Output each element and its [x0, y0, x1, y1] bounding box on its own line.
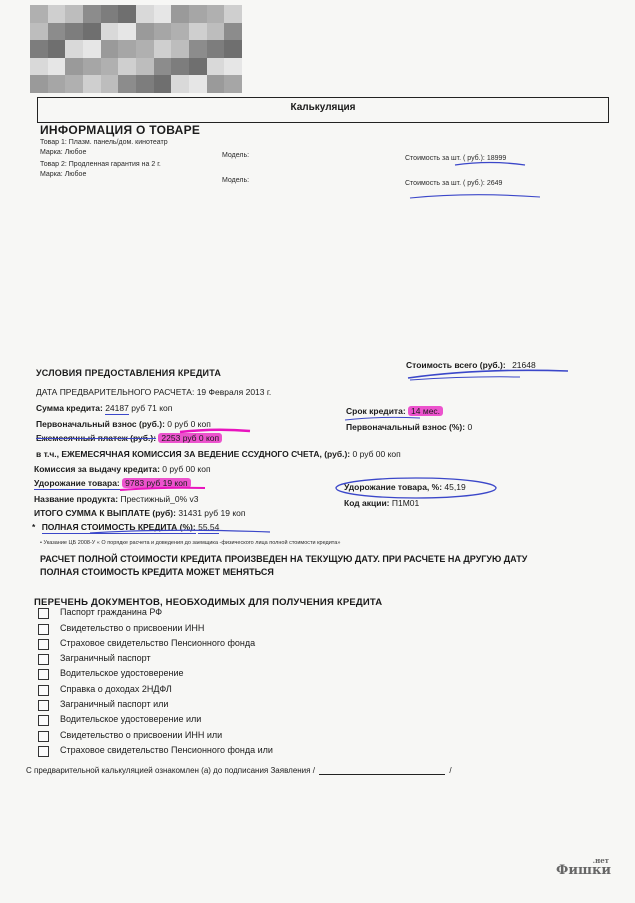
censor-block	[30, 40, 48, 58]
notice-line-1: РАСЧЕТ ПОЛНОЙ СТОИМОСТИ КРЕДИТА ПРОИЗВЕДЕН НА ТЕКУЩУЮ ДАТУ. ПРИ РАСЧЕТЕ НА ДРУГУЮ ДАТУ	[40, 554, 528, 564]
overpayment-pct-value: 45,19	[444, 482, 466, 492]
censor-block	[154, 40, 172, 58]
censor-block	[101, 40, 119, 58]
censor-block	[207, 40, 225, 58]
total-payable-row	[34, 508, 245, 518]
credit-term-value: 14 мес.	[408, 406, 443, 416]
model1-label: Модель:	[222, 152, 250, 159]
censor-block	[189, 5, 207, 23]
censor-block	[171, 75, 189, 93]
monthly-commission-row	[36, 449, 401, 459]
down-payment-pct-label: Первоначальный взнос (%):	[346, 422, 466, 432]
censor-block	[30, 75, 48, 93]
censor-block	[171, 40, 189, 58]
full-cost-label: ПОЛНАЯ СТОИМОСТЬ КРЕДИТА (%):	[41, 522, 196, 532]
overpayment-pct-row	[344, 482, 466, 492]
pen-mark-overpay	[120, 488, 205, 490]
censor-block	[83, 58, 101, 76]
document-label: Паспорт гражданина РФ	[60, 607, 163, 617]
censor-block	[48, 58, 66, 76]
credit-amount-rest: руб 71 коп	[131, 403, 173, 413]
down-payment-label: Первоначальный взнос (руб.):	[36, 419, 165, 429]
product1-text: Товар 1: Плазм. панель/дом. кинотеатр	[40, 139, 168, 146]
document-label: Заграничный паспорт или	[60, 699, 169, 709]
document-checkbox[interactable]	[38, 715, 49, 726]
brand1-text: Марка: Любое	[40, 149, 87, 156]
pen-underline-price1	[455, 163, 525, 166]
pen-mark-term	[345, 417, 420, 420]
document-checkbox[interactable]	[38, 700, 49, 711]
document-label: Заграничный паспорт	[60, 653, 151, 663]
acknowledge-row	[26, 766, 452, 775]
document-checkbox[interactable]	[38, 685, 49, 696]
censor-block	[207, 75, 225, 93]
censor-block	[118, 40, 136, 58]
document-checkbox[interactable]	[38, 746, 49, 757]
censor-block	[136, 5, 154, 23]
censor-block	[224, 58, 242, 76]
document-checkbox[interactable]	[38, 654, 49, 665]
censor-block	[154, 23, 172, 41]
censor-block	[171, 5, 189, 23]
regulation-footnote: • Указание ЦБ 2008-У « О порядке расчета и доведения до заемщика -физического лица полной стоимости кредита»	[40, 540, 341, 546]
censor-block	[101, 75, 119, 93]
censor-block	[48, 23, 66, 41]
down-payment-row	[36, 419, 211, 429]
issue-fee-value: 0 руб 00 коп	[162, 464, 211, 474]
censor-block	[154, 58, 172, 76]
monthly-commission-value: 0 руб 00 коп	[352, 449, 401, 459]
censor-block	[118, 5, 136, 23]
censor-block	[48, 40, 66, 58]
document-checkbox[interactable]	[38, 624, 49, 635]
censor-block	[83, 75, 101, 93]
document-label: Свидетельство о присвоении ИНН или	[60, 730, 223, 740]
calc-date-label: ДАТА ПРЕДВАРИТЕЛЬНОГО РАСЧЕТА:	[36, 387, 195, 397]
censor-block	[207, 5, 225, 23]
product-name-value: Престижный_0% v3	[120, 494, 199, 504]
acknowledge-end: /	[449, 766, 452, 775]
credit-conditions-heading: УСЛОВИЯ ПРЕДОСТАВЛЕНИЯ КРЕДИТА	[36, 368, 222, 378]
censor-block	[207, 23, 225, 41]
censor-block	[189, 40, 207, 58]
censor-block	[118, 23, 136, 41]
issue-fee-label: Комиссия за выдачу кредита:	[34, 464, 160, 474]
overpayment-pct-label: Удорожание товара, %:	[344, 482, 443, 492]
credit-amount-row	[36, 403, 172, 413]
document-checkbox[interactable]	[38, 639, 49, 650]
promo-code-label: Код акции:	[344, 498, 390, 508]
document-label: Страховое свидетельство Пенсионного фонда	[60, 638, 256, 648]
censor-block	[118, 58, 136, 76]
credit-amount-label: Сумма кредита:	[36, 403, 103, 413]
censor-block	[189, 75, 207, 93]
down-payment-pct-row	[346, 422, 472, 432]
model2-label: Модель:	[222, 177, 250, 184]
credit-term-label: Срок кредита:	[346, 406, 406, 416]
total-cost-label: Стоимость всего (руб.):	[406, 360, 506, 370]
censor-block	[83, 5, 101, 23]
document-label: Справка о доходах 2НДФЛ	[60, 684, 172, 694]
document-label: Страховое свидетельство Пенсионного фонда или	[60, 745, 273, 755]
censor-block	[136, 75, 154, 93]
calculation-title: Калькуляция	[290, 102, 356, 113]
censor-block	[224, 75, 242, 93]
calculation-title-box	[37, 97, 609, 123]
logo-main: Фишки	[556, 863, 611, 878]
price1-text: Стоимость за шт. ( руб.): 18999	[405, 155, 507, 162]
censor-block	[207, 58, 225, 76]
product-name-row	[34, 494, 199, 504]
censor-block	[224, 40, 242, 58]
censor-block	[154, 75, 172, 93]
censor-block	[65, 58, 83, 76]
censor-block	[154, 5, 172, 23]
censor-block	[65, 40, 83, 58]
pen-underline-price2	[410, 195, 540, 198]
credit-amount-value: 24187	[105, 403, 129, 413]
document-checkbox[interactable]	[38, 731, 49, 742]
censor-block	[136, 23, 154, 41]
credit-term-row	[346, 406, 443, 416]
censor-block	[65, 23, 83, 41]
censor-block	[171, 23, 189, 41]
asterisk-mark: *	[32, 522, 36, 532]
documents-heading: ПЕРЕЧЕНЬ ДОКУМЕНТОВ, НЕОБХОДИМЫХ ДЛЯ ПОЛУЧЕНИЯ КРЕДИТА	[34, 597, 383, 608]
censor-block	[189, 23, 207, 41]
acknowledge-text: С предварительной калькуляцией ознакомлен (а) до подписания Заявления /	[26, 766, 315, 775]
censor-block	[101, 23, 119, 41]
product-info-heading: ИНФОРМАЦИЯ О ТОВАРЕ	[40, 123, 201, 137]
overpayment-label: Удорожание товара:	[34, 478, 120, 488]
pen-mark-monthly	[180, 430, 250, 432]
down-payment-value: 0 руб 0 коп	[167, 419, 211, 429]
monthly-payment-row	[36, 433, 222, 443]
censor-block	[30, 5, 48, 23]
calc-date-value: 19 Февраля 2013 г.	[196, 387, 272, 397]
document-label: Свидетельство о присвоении ИНН	[60, 623, 205, 633]
promo-code-value: П1М01	[391, 498, 420, 508]
monthly-payment-value: 2253 руб 0 коп	[158, 433, 222, 443]
censor-block	[136, 40, 154, 58]
censored-header-image	[30, 5, 242, 93]
censor-block	[65, 75, 83, 93]
price2-text: Стоимость за шт. ( руб.): 2649	[405, 180, 503, 187]
censor-block	[118, 75, 136, 93]
document-checkbox[interactable]	[38, 608, 49, 619]
document-checkbox[interactable]	[38, 669, 49, 680]
censor-block	[189, 58, 207, 76]
censor-block	[30, 23, 48, 41]
censor-block	[136, 58, 154, 76]
monthly-payment-label: Ежемесячный платеж (руб.):	[36, 433, 157, 443]
monthly-commission-label: в т.ч., ЕЖЕМЕСЯЧНАЯ КОМИССИЯ ЗА ВЕДЕНИЕ ССУДНОГО СЧЕТА, (руб.):	[36, 449, 351, 459]
signature-line	[319, 774, 445, 775]
censor-block	[224, 5, 242, 23]
full-cost-row	[32, 522, 219, 532]
total-payable-value: 31431 руб 19 коп	[178, 508, 246, 518]
censor-block	[101, 58, 119, 76]
document-label: Водительское удостоверение	[60, 668, 184, 678]
total-payable-label: ИТОГО СУММА К ВЫПЛАТЕ (руб):	[34, 508, 176, 518]
issue-fee-row	[34, 464, 211, 474]
total-cost-row	[406, 360, 536, 370]
full-cost-value: 55,54	[198, 522, 220, 532]
censor-block	[83, 23, 101, 41]
watermark-logo	[556, 857, 611, 877]
pen-underline-total2	[410, 377, 520, 380]
censor-block	[30, 58, 48, 76]
overpayment-value: 9783 руб 19 коп	[122, 478, 190, 488]
down-payment-pct-value: 0	[467, 422, 473, 432]
censor-block	[171, 58, 189, 76]
promo-code-row	[344, 498, 419, 508]
censor-block	[48, 75, 66, 93]
notice-line-2: ПОЛНАЯ СТОИМОСТЬ КРЕДИТА МОЖЕТ МЕНЯТЬСЯ	[40, 567, 274, 577]
product-name-label: Название продукта:	[34, 494, 119, 504]
censor-block	[83, 40, 101, 58]
document-label: Водительское удостоверение или	[60, 714, 202, 724]
overpayment-row	[34, 478, 191, 488]
pen-underline-total	[408, 370, 568, 378]
calc-date-row	[36, 387, 271, 397]
brand2-text: Марка: Любое	[40, 171, 87, 178]
logo-net: .нет	[592, 856, 609, 865]
censor-block	[101, 5, 119, 23]
total-cost-value: 21648	[512, 360, 536, 370]
censor-block	[224, 23, 242, 41]
censor-block	[48, 5, 66, 23]
product2-text: Товар 2: Продленная гарантия на 2 г.	[40, 161, 161, 168]
censor-block	[65, 5, 83, 23]
